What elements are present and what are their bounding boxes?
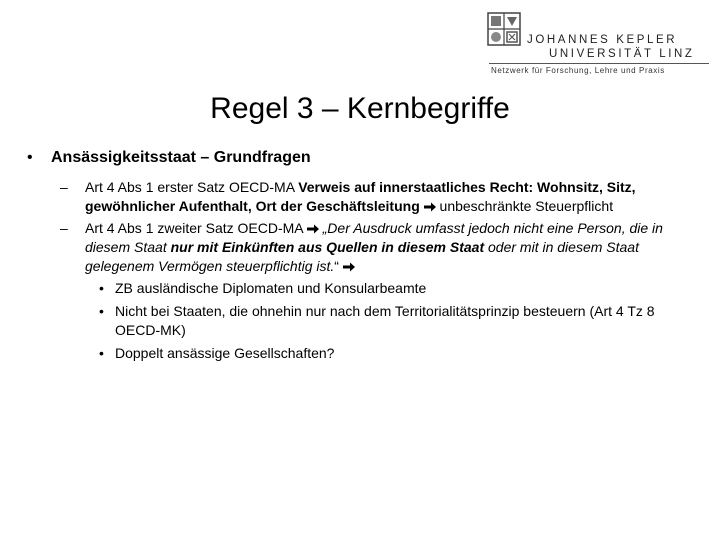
subsub-bullet-doppelt-ansaessig — [27, 344, 695, 363]
subsub-text: Doppelt ansässige Gesellschaften? — [115, 345, 335, 361]
bullet-marker: • — [99, 280, 104, 296]
sub2-text-quote-start: „Der Ausdruck umfasst jedoch nicht eine Person, die in diesem Staat — [85, 220, 663, 255]
dash-marker: – — [60, 220, 68, 236]
logo-tagline: Netzwerk für Forschung, Lehre und Praxis — [491, 66, 665, 75]
sub2-text-quote-end: oder mit in diesem Staat gelegenem Vermögen steuerpflichtig ist. — [85, 239, 639, 274]
university-crest-icon — [487, 12, 521, 46]
right-arrow-icon — [307, 224, 319, 234]
sub2-text-a: Art 4 Abs 1 zweiter Satz OECD-MA — [85, 220, 307, 236]
sub2-text-quote-bold: nur mit Einkünften aus Quellen in diesem Staat — [170, 239, 485, 255]
bullet-marker: • — [27, 149, 33, 166]
sub2-closing-quote: “ — [334, 258, 343, 274]
bullet-marker: • — [99, 345, 104, 361]
right-arrow-icon — [424, 202, 436, 212]
bullet-marker: • — [99, 303, 104, 319]
university-logo — [487, 12, 709, 74]
subsub-text: Nicht bei Staaten, die ohnehin nur nach dem Territorialitätsprinzip besteuern (Art 4 Tz 8 OECD-MK) — [115, 303, 655, 338]
slide-content — [27, 148, 695, 367]
sub-bullet-art4-erster-satz — [27, 178, 695, 216]
logo-text-johannes-kepler: JOHANNES KEPLER — [527, 34, 678, 46]
sub1-text-c: unbeschränkte Steuerpflicht — [435, 198, 614, 214]
logo-divider — [489, 63, 709, 64]
slide-title: Regel 3 – Kernbegriffe — [210, 92, 510, 125]
bullet-text: Ansässigkeitsstaat – Grundfragen — [51, 149, 311, 166]
sub-bullet-art4-zweiter-satz — [27, 219, 695, 276]
logo-text-universitaet-linz: UNIVERSITÄT LINZ — [549, 48, 695, 60]
sub1-text-bold: Verweis auf innerstaatliches Recht: Wohnsitz, Sitz, gewöhnlicher Aufenthalt, Ort der Geschäftsleitung — [85, 179, 636, 214]
subsub-bullet-diplomaten — [27, 279, 695, 298]
subsub-text: ZB ausländische Diplomaten und Konsularbeamte — [115, 280, 427, 296]
subsub-bullet-territorialitaet — [27, 302, 695, 340]
bullet-ansaessigkeitsstaat — [27, 148, 695, 168]
dash-marker: – — [60, 179, 68, 195]
sub1-text-a: Art 4 Abs 1 erster Satz OECD-MA — [85, 179, 299, 195]
right-arrow-icon — [343, 262, 355, 272]
